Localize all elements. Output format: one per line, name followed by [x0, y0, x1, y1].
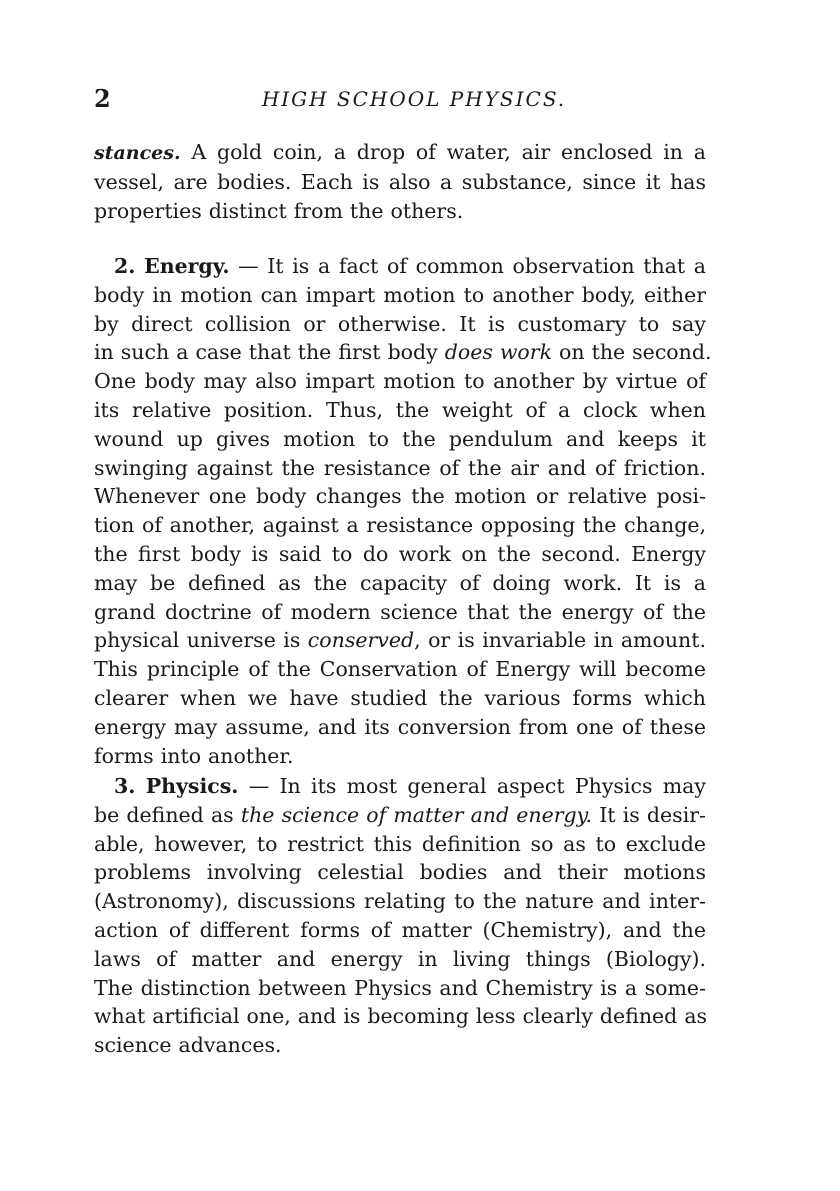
text-line: This principle of the Conservation of Energy will become: [94, 657, 706, 682]
text-line: science advances.: [94, 1033, 282, 1058]
text-line: The distinction between Physics and Chemistry is a some-: [94, 975, 706, 1000]
emphasis-text: does work: [444, 340, 552, 365]
text-fragment: It is desir-: [592, 802, 706, 827]
text-line: may be defined as the capacity of doing work. It is a: [94, 570, 706, 595]
section-energy: [94, 252, 712, 770]
text-line: swinging against the resistance of the air and of friction.: [94, 455, 706, 480]
text-line: vessel, are bodies. Each is also a substance, since it has: [94, 169, 706, 194]
section-physics: [94, 772, 706, 1060]
section-title: Energy.: [144, 254, 230, 278]
text-line: [94, 801, 706, 830]
text-line: [94, 338, 712, 367]
text-fragment: A gold coin, a drop of water, air enclosed in a: [180, 140, 706, 164]
text-fragment: , or is invariable in amount.: [414, 628, 706, 653]
text-line: tion of another, against a resistance opposing the change,: [94, 513, 706, 538]
text-line: its relative position. Thus, the weight of a clock when: [94, 397, 706, 422]
emphasis-text: the science of matter and energy.: [240, 802, 593, 827]
text-line: forms into another.: [94, 743, 294, 768]
section-number: 2.: [114, 254, 136, 278]
running-title: HIGH SCHOOL PHYSICS.: [261, 87, 567, 111]
text-line: (Astronomy), discussions relating to the nature and inter-: [94, 889, 706, 914]
text-line: One body may also impart motion to another by virtue of: [94, 369, 706, 394]
text-line: able, however, to restrict this definition so as to exclude: [94, 831, 706, 856]
text-line: laws of matter and energy in living things (Biology).: [94, 946, 706, 971]
text-line: by direct collision or otherwise. It is customary to say: [94, 311, 706, 336]
text-line: problems involving celestial bodies and their motions: [94, 860, 706, 885]
text-fragment: in such a case that the first body: [94, 340, 445, 365]
section-heading-line: [94, 252, 706, 281]
section-heading-line: [94, 772, 706, 801]
text-line: clearer when we have studied the various forms which: [94, 685, 706, 710]
page-number: 2: [94, 84, 111, 113]
text-line: body in motion can impart motion to another body, either: [94, 282, 706, 307]
text-fragment: on the second.: [552, 340, 712, 365]
text-fragment: physical universe is: [94, 628, 308, 653]
text-line: Whenever one body changes the motion or relative posi-: [94, 484, 706, 509]
text-line: properties distinct from the others.: [94, 198, 464, 223]
emphasis-text: conserved: [307, 628, 415, 653]
text-line: energy may assume, and its conversion from one of these: [94, 714, 706, 739]
text-line: [94, 626, 706, 655]
text-line: [94, 138, 706, 168]
text-line: the first body is said to do work on the second. Energy: [94, 541, 706, 566]
text-line: action of different forms of matter (Chemistry), and the: [94, 917, 706, 942]
section-number: 3.: [114, 774, 136, 798]
text-fragment: — It is a fact of common observation that a: [229, 254, 706, 278]
text-line: wound up gives motion to the pendulum and keeps it: [94, 426, 706, 451]
section-title: Physics.: [145, 774, 239, 798]
text-fragment: be defined as: [94, 802, 241, 827]
page-header: [94, 84, 714, 114]
text-fragment: — In its most general aspect Physics may: [238, 774, 706, 798]
text-line: what artificial one, and is becoming less clearly defined as: [94, 1004, 708, 1029]
text-line: grand doctrine of modern science that the energy of the: [94, 599, 706, 624]
paragraph-substances-continued: [94, 138, 706, 225]
emphasis-text: stances.: [94, 142, 181, 164]
